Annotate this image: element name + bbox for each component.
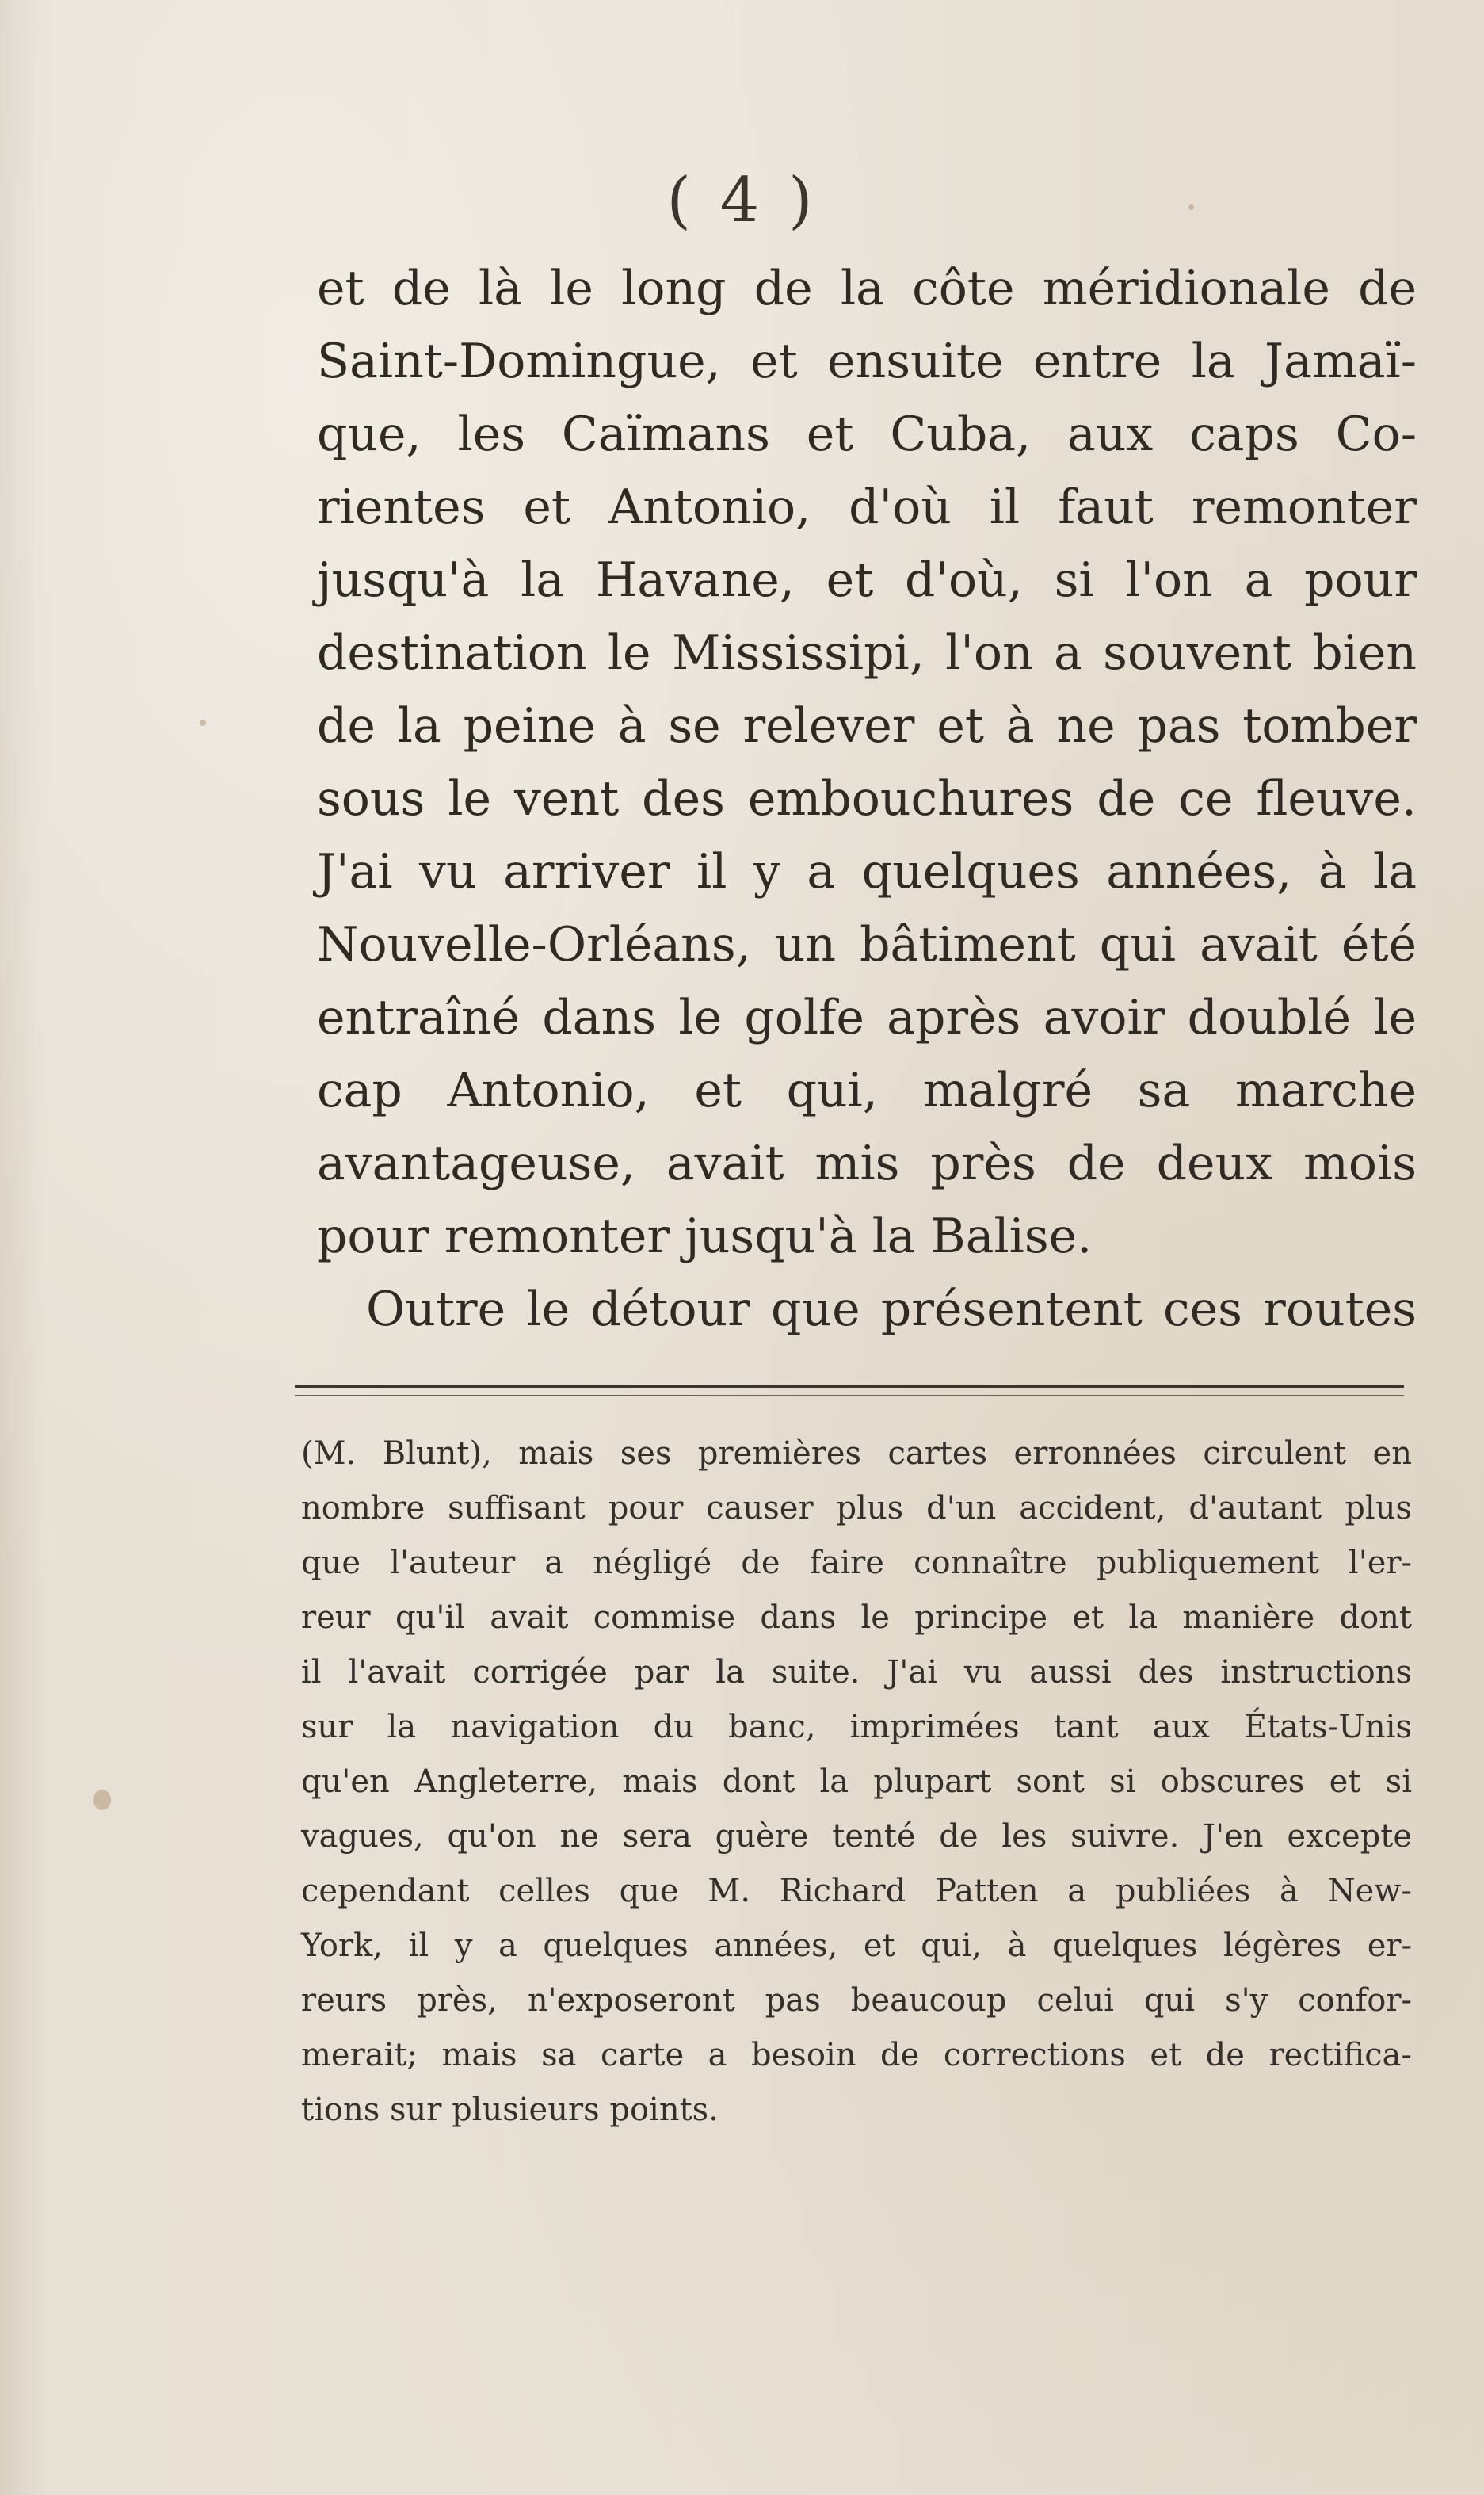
main-text-line: cap Antonio, et qui, malgré sa marche [317,1063,1417,1118]
main-text-line: de la peine à se relever et à ne pas tomber [317,698,1417,754]
footnote-line: (M. Blunt), mais ses premières cartes erronnées circulent en [301,1435,1412,1472]
footnote-line: York, il y a quelques années, et qui, à quelques légères er- [301,1928,1412,1964]
main-text-line: pour remonter jusqu'à la Balise. [317,1209,1093,1264]
main-text-block [317,252,1417,1346]
footnote-rule-thin [295,1395,1404,1396]
main-text-line: rientes et Antonio, d'où il faut remonter [317,480,1417,535]
footnote-line: reurs près, n'exposeront pas beaucoup celui qui s'y confor- [301,1982,1412,2019]
footnote-line: vagues, qu'on ne sera guère tenté de les suivre. J'en excepte [301,1818,1412,1855]
foxing-spot [200,720,206,726]
footnote-line: que l'auteur a négligé de faire connaître publiquement l'er- [301,1545,1412,1581]
main-text-line: et de là le long de la côte méridionale de [317,261,1417,316]
footnote-rule [295,1385,1404,1388]
foxing-spot [93,1790,111,1810]
page-number: ( 4 ) [666,165,818,236]
footnote-line: tions sur plusieurs points. [301,2092,719,2128]
footnote-line: il l'avait corrigée par la suite. J'ai vu aussi des instructions [301,1654,1412,1691]
main-text-line: Outre le détour que présentent ces routes [366,1282,1417,1337]
main-text-line: sous le vent des embouchures de ce fleuve. [317,771,1417,827]
footnote-block [301,1427,1412,2138]
footnote-line: qu'en Angleterre, mais dont la plupart sont si obscures et si [301,1763,1412,1800]
footnote-line: reur qu'il avait commise dans le principe et la manière dont [301,1599,1412,1636]
main-text-line: que, les Caïmans et Cuba, aux caps Co- [317,407,1417,462]
main-text-line: destination le Mississipi, l'on a souvent bien [317,625,1417,681]
footnote-line: cependant celles que M. Richard Patten a publiées à New- [301,1873,1412,1909]
footnote-line: sur la navigation du banc, imprimées tant aux États-Unis [301,1709,1412,1745]
main-text-line: entraîné dans le golfe après avoir doublé le [317,990,1417,1045]
footnote-line: merait; mais sa carte a besoin de corrections et de rectifica- [301,2037,1412,2073]
main-text-line: Saint-Domingue, et ensuite entre la Jamaï- [317,334,1417,389]
main-text-line: avantageuse, avait mis près de deux mois [317,1136,1417,1191]
main-text-line: jusqu'à la Havane, et d'où, si l'on a pour [317,552,1417,608]
main-text-line: J'ai vu arriver il y a quelques années, à la [317,844,1417,900]
footnote-line: nombre suffisant pour causer plus d'un accident, d'autant plus [301,1490,1412,1526]
main-text-line: Nouvelle-Orléans, un bâtiment qui avait été [317,917,1417,972]
